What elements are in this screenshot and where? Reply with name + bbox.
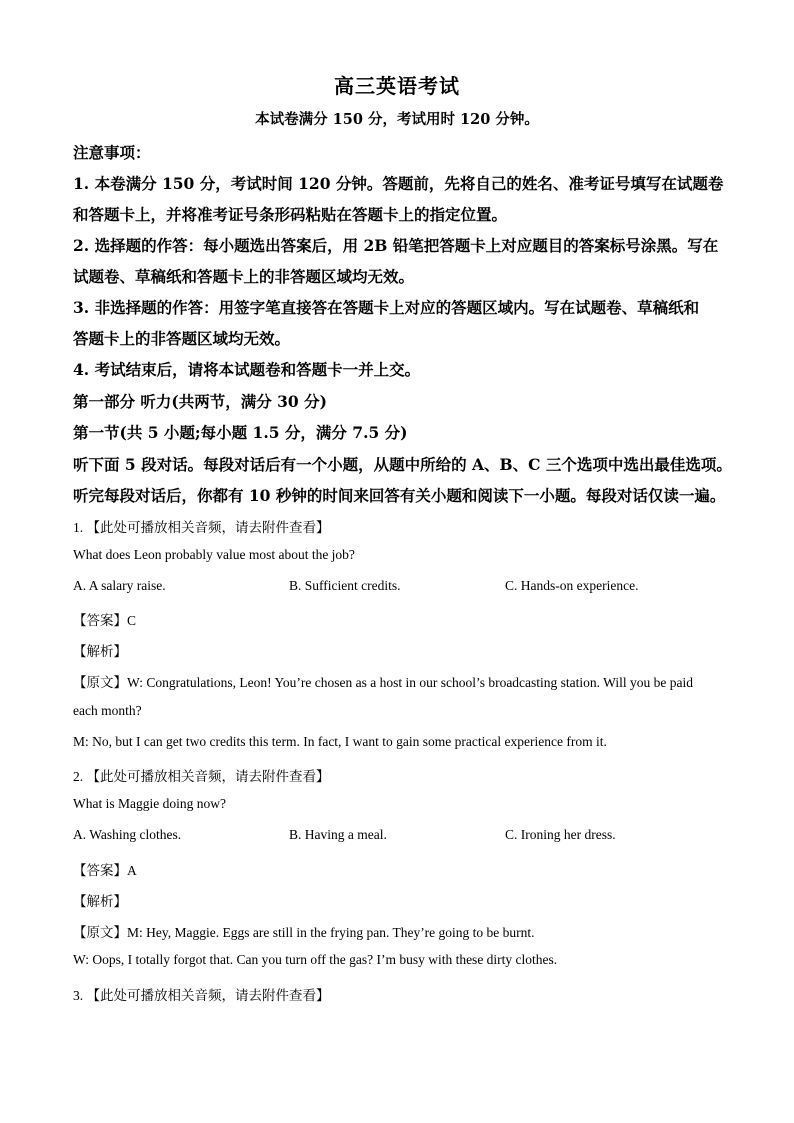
- notes-line: 和答题卡上，并将准考证号条形码粘贴在答题卡上的指定位置。: [73, 205, 508, 224]
- notes-line: 答题卡上的非答题区域均无效。: [73, 329, 291, 348]
- audio-note: 2. 【此处可播放相关音频，请去附件查看】: [73, 769, 330, 784]
- transcript-line: 【原文】M: Hey, Maggie. Eggs are still in the frying pan. They’re going to be burnt.: [73, 925, 535, 940]
- question-stem: What is Maggie doing now?: [73, 796, 226, 811]
- notes-line: 4. 考试结束后，请将本试题卷和答题卡一并上交。: [73, 360, 421, 379]
- option-a: A. Washing clothes.: [73, 827, 182, 842]
- answer-label: 【答案】A: [73, 863, 137, 878]
- option-b: B. Sufficient credits.: [289, 578, 401, 593]
- notes-heading: 注意事项：: [73, 143, 151, 162]
- answer-label: 【答案】C: [73, 613, 137, 628]
- instruction-line: 听完每段对话后，你都有 10 秒钟的时间来回答有关小题和阅读下一小题。每段对话仅读一遍。: [73, 486, 726, 505]
- part-heading: 第一部分 听力(共两节，满分 30 分): [73, 392, 327, 411]
- instruction-line: 听下面 5 段对话。每段对话后有一个小题，从题中所给的 A、B、C 三个选项中选出最佳选项。: [73, 455, 732, 474]
- audio-note: 1. 【此处可播放相关音频，请去附件查看】: [73, 520, 330, 535]
- transcript-line: M: No, but I can get two credits this term. In fact, I want to gain some practical experience from it.: [73, 734, 607, 749]
- analysis-label: 【解析】: [73, 894, 127, 909]
- question-stem: What does Leon probably value most about the job?: [73, 547, 355, 562]
- notes-line: 试题卷、草稿纸和答题卡上的非答题区域均无效。: [73, 267, 415, 286]
- audio-note: 3. 【此处可播放相关音频，请去附件查看】: [73, 988, 330, 1003]
- section-heading: 第一节(共 5 小题;每小题 1.5 分，满分 7.5 分): [73, 423, 408, 442]
- page-subtitle: 本试卷满分 150 分，考试用时 120 分钟。: [255, 111, 539, 128]
- transcript-line: each month?: [73, 703, 142, 718]
- notes-line: 2. 选择题的作答：每小题选出答案后，用 2B 铅笔把答题卡上对应题目的答案标号涂黑。写在: [73, 236, 719, 255]
- page-title: 高三英语考试: [334, 74, 460, 98]
- option-c: C. Ironing her dress.: [505, 827, 616, 842]
- transcript-line: W: Oops, I totally forgot that. Can you turn off the gas? I’m busy with these dirty clothes.: [73, 952, 558, 967]
- option-c: C. Hands-on experience.: [505, 578, 639, 593]
- notes-line: 1. 本卷满分 150 分，考试时间 120 分钟。答题前，先将自己的姓名、准考证号填写在试题卷: [73, 174, 724, 193]
- transcript-line: 【原文】W: Congratulations, Leon! You’re chosen as a host in our school’s broadcasting station. Will you be paid: [73, 675, 693, 690]
- notes-line: 3. 非选择题的作答：用签字笔直接答在答题卡上对应的答题区域内。写在试题卷、草稿纸和: [73, 298, 700, 317]
- option-b: B. Having a meal.: [289, 827, 387, 842]
- analysis-label: 【解析】: [73, 644, 127, 659]
- option-a: A. A salary raise.: [73, 578, 166, 593]
